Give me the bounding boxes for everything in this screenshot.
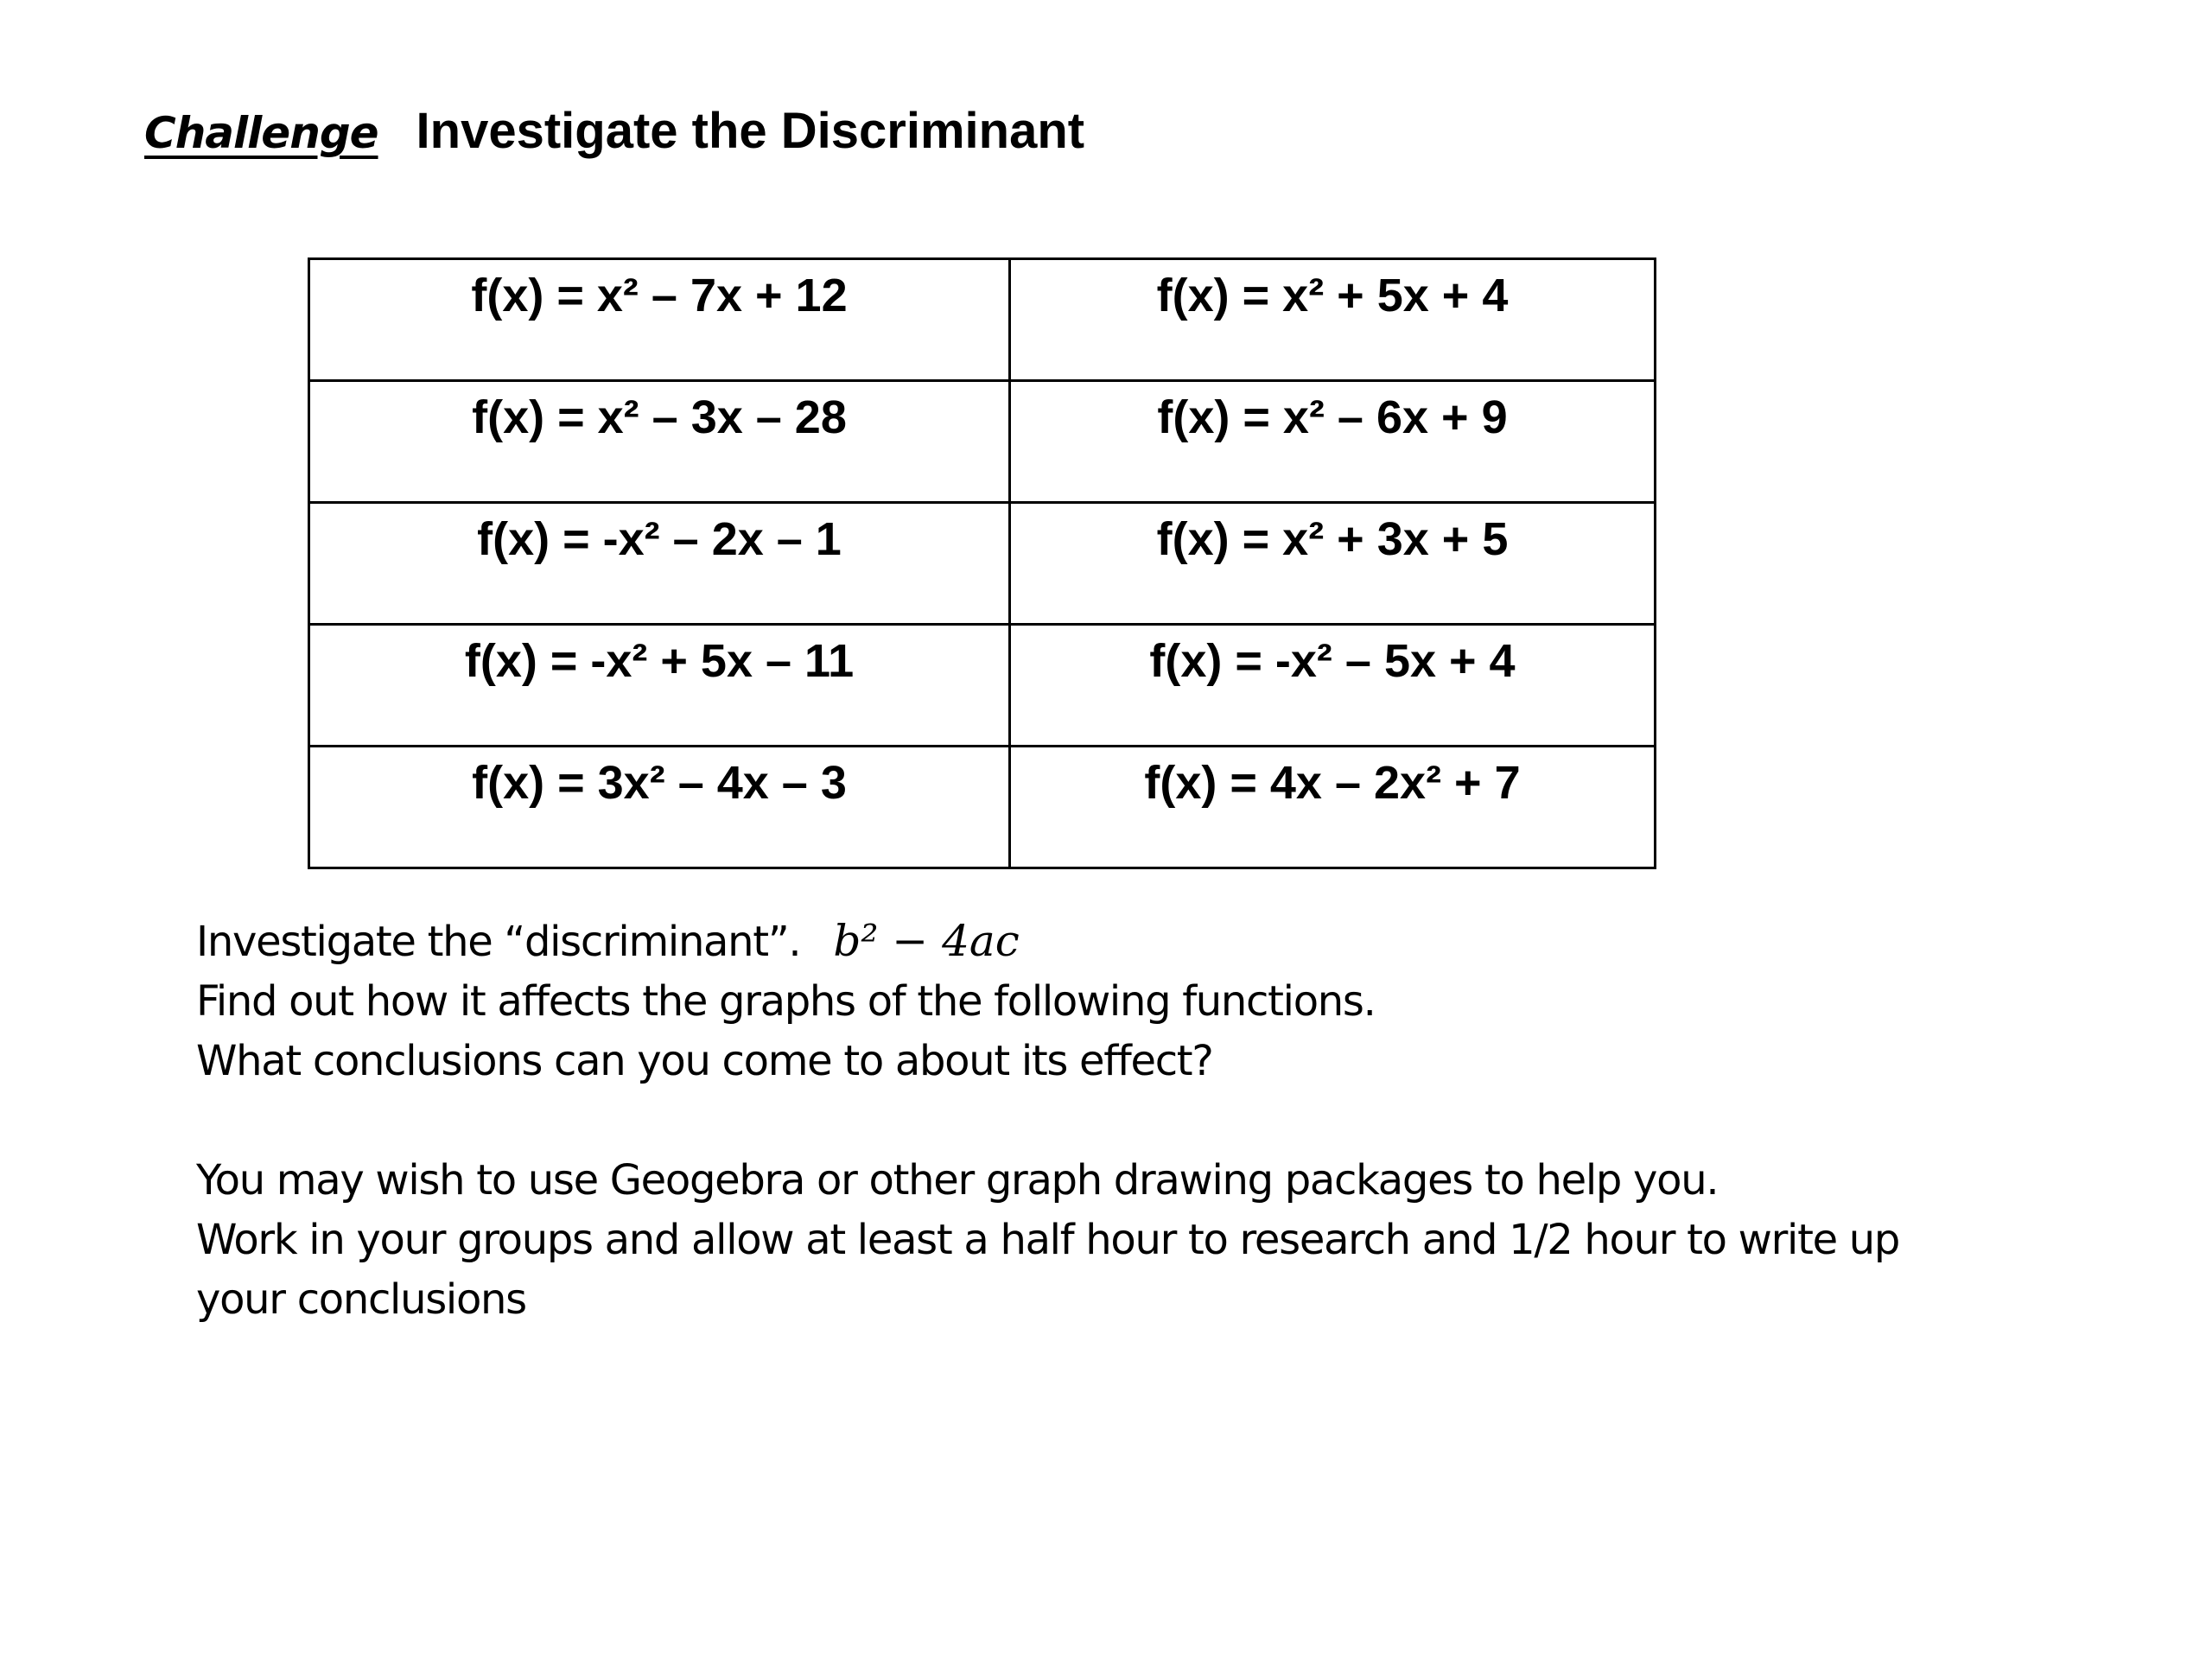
table-row (309, 503, 1656, 625)
instructions (196, 912, 2097, 1330)
function-cell: f(x) = x² – 3x – 28 (309, 381, 1010, 503)
instruction-line: Find out how it affects the graphs of the following functions. (196, 977, 1376, 1026)
challenge-label: Challenge (144, 108, 378, 158)
functions-table (308, 257, 1656, 869)
instruction-line (196, 912, 2097, 972)
function-cell: f(x) = 4x – 2x² + 7 (1010, 747, 1656, 868)
spacer (196, 1091, 2097, 1151)
instruction-text: Investigate the “discriminant”. (196, 918, 801, 966)
table-row (309, 259, 1656, 381)
function-cell: f(x) = x² + 3x + 5 (1010, 503, 1656, 625)
function-cell: f(x) = x² + 5x + 4 (1010, 259, 1656, 381)
function-cell: f(x) = 3x² – 4x – 3 (309, 747, 1010, 868)
function-cell: f(x) = -x² – 2x – 1 (309, 503, 1010, 625)
function-cell: f(x) = x² – 6x + 9 (1010, 381, 1656, 503)
discriminant-formula: b² − 4ac (833, 916, 1020, 966)
instruction-line: What conclusions can you come to about its effect? (196, 1037, 1213, 1085)
title-text: Investigate the Discriminant (416, 103, 1085, 159)
table-row (309, 381, 1656, 503)
instruction-line: Work in your groups and allow at least a half hour to research and 1/2 hour to write up (196, 1216, 1900, 1264)
table-row (309, 747, 1656, 868)
instruction-line: your conclusions (196, 1275, 526, 1324)
page-title (144, 97, 1084, 166)
instruction-line: You may wish to use Geogebra or other graph drawing packages to help you. (196, 1156, 1719, 1205)
table-row (309, 625, 1656, 747)
function-cell: f(x) = -x² + 5x – 11 (309, 625, 1010, 747)
function-cell: f(x) = -x² – 5x + 4 (1010, 625, 1656, 747)
function-cell: f(x) = x² – 7x + 12 (309, 259, 1010, 381)
